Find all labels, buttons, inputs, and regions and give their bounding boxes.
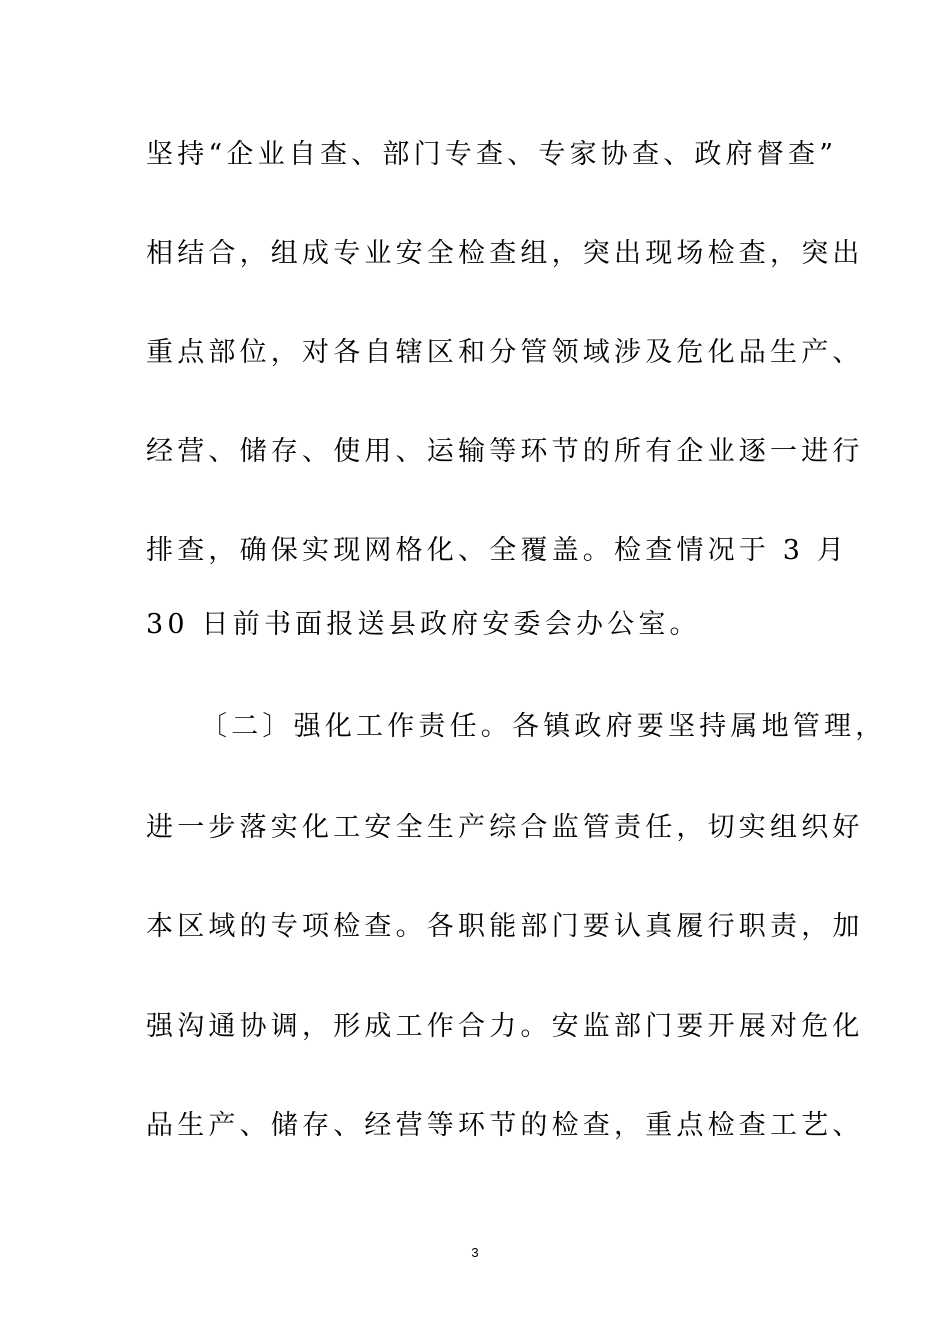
text-line-8: 进一步落实化工安全生产综合监管责任，切实组织好: [146, 812, 864, 843]
paragraph-heading-line: 〔二〕强化工作责任。各镇政府要坚持属地管理，: [200, 711, 887, 742]
text-line-11: 品生产、储存、经营等环节的检查，重点检查工艺、: [146, 1110, 864, 1141]
page-number: 3: [471, 1245, 479, 1260]
text-line-9: 本区域的专项检查。各职能部门要认真履行职责，加: [146, 911, 864, 942]
text-line-1: 坚持“企业自查、部门专查、专家协查、政府督查”: [146, 139, 838, 170]
text-line-2: 相结合，组成专业安全检查组，突出现场检查，突出: [146, 238, 864, 269]
text-line-5: 排查，确保实现网格化、全覆盖。检查情况于 3 月: [146, 535, 849, 566]
text-line-4: 经营、储存、使用、运输等环节的所有企业逐一进行: [146, 436, 864, 467]
text-line-10: 强沟通协调，形成工作合力。安监部门要开展对危化: [146, 1011, 864, 1042]
text-line-6: 30 日前书面报送县政府安委会办公室。: [146, 609, 701, 640]
text-line-3: 重点部位，对各自辖区和分管领域涉及危化品生产、: [146, 337, 864, 368]
